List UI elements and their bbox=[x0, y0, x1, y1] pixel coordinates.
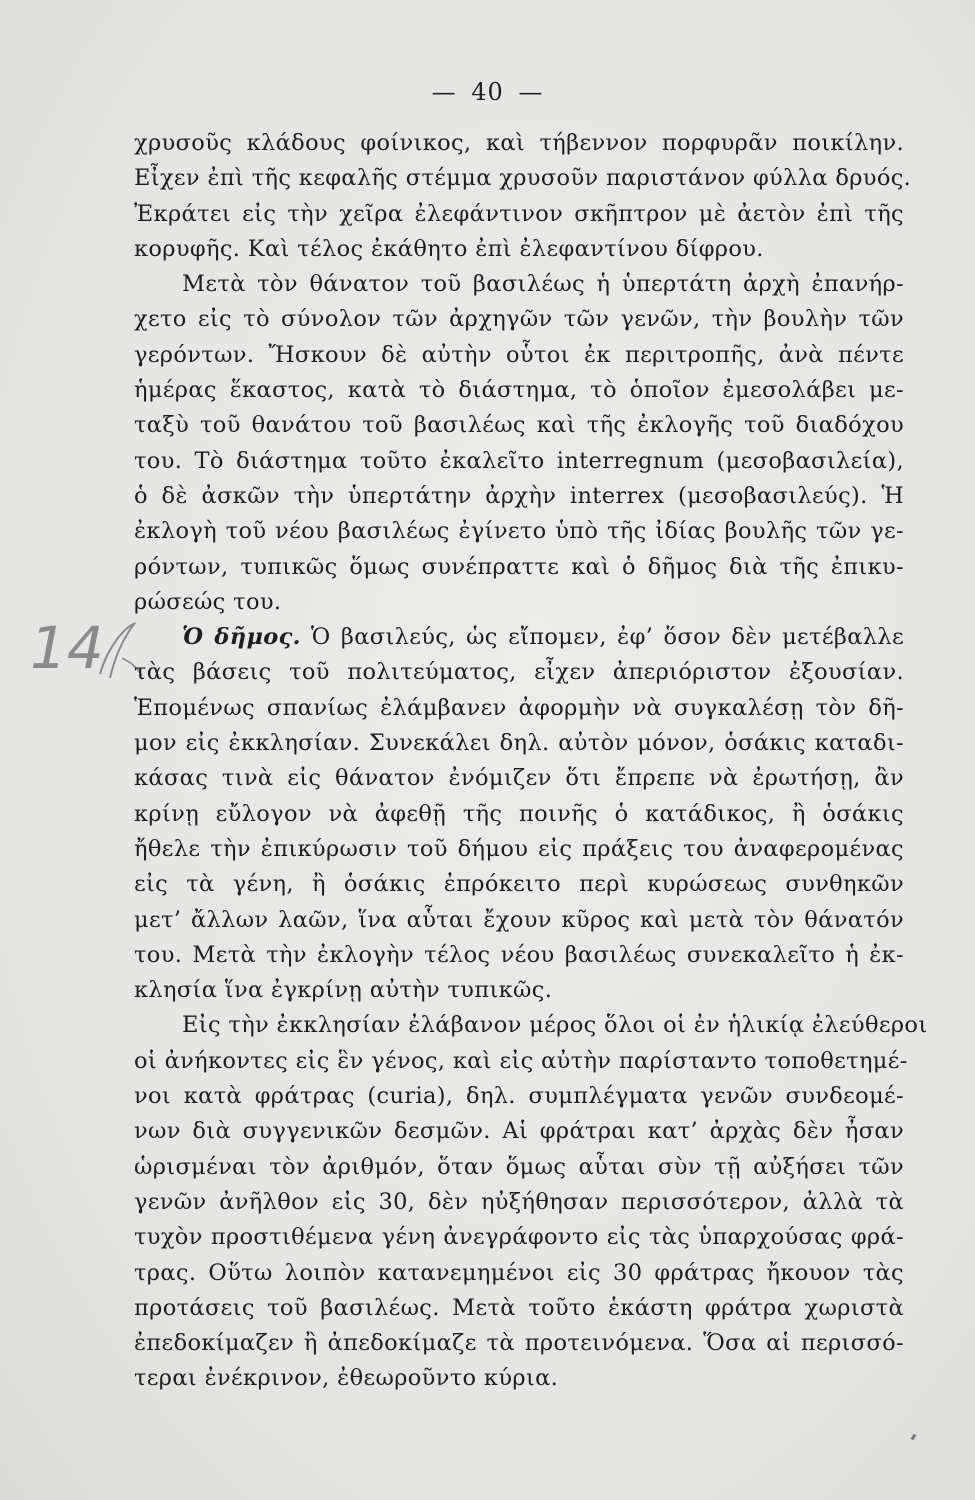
text-line: μον εἰς ἐκκλησίαν. Συνεκάλει δηλ. αὐτὸν μόνον, ὁσάκις καταδι- bbox=[134, 730, 904, 757]
text-line: χετο εἰς τὸ σύνολον τῶν ἀρχηγῶν τῶν γενῶν, τὴν βουλὴν τῶν bbox=[134, 306, 904, 333]
text-line: χρυσοῦς κλάδους φοίνικος, καὶ τήβεννον πορφυρᾶν ποικίλην. bbox=[134, 130, 904, 156]
text-line: οἱ ἀνήκοντες εἰς ἓν γένος, καὶ εἰς αὐτὴν παρίσταντο τοποθετημέ- bbox=[134, 1047, 908, 1074]
text-line: Ἑπομένως σπανίως ἐλάμβανεν ἀφορμὴν νὰ συγκαλέσῃ τὸν δῆ- bbox=[134, 694, 904, 721]
text-line: μετ’ ἄλλων λαῶν, ἵνα αὗται ἔχουν κῦρος καὶ μετὰ τὸν θάνατόν bbox=[134, 906, 904, 933]
text-line: κορυφῆς. Καὶ τέλος ἐκάθητο ἐπὶ ἐλεφαντίνου δίφρου. bbox=[134, 235, 764, 262]
text-line: νοι κατὰ φράτρας (curia), δηλ. συμπλέγματα γενῶν συνδεομέ- bbox=[134, 1083, 904, 1110]
pencil-margin-note bbox=[30, 606, 150, 696]
text-line: τεραι ἐνέκρινον, ἐθεωροῦντο κύρια. bbox=[134, 1365, 559, 1392]
text-line: Ἐκράτει εἰς τὴν χεῖρα ἐλεφάντινον σκῆπτρον μὲ ἀετὸν ἐπὶ τῆς bbox=[134, 200, 904, 227]
text-line: κλησία ἵνα ἐγκρίνῃ αὐτὴν τυπικῶς. bbox=[134, 977, 553, 1004]
text-line: ρώσεώς του. bbox=[134, 588, 282, 615]
text-line: προτάσεις τοῦ βασιλέως. Μετὰ τοῦτο ἑκάστη φράτρα χωριστὰ bbox=[134, 1294, 904, 1321]
text-line: εἰς τὰ γένη, ἢ ὁσάκις ἐπρόκειτο περὶ κυρώσεως συνθηκῶν bbox=[134, 871, 904, 898]
text-line: ρόντων, τυπικῶς ὅμως συνέπραττε καὶ ὁ δῆμος διὰ τῆς ἐπικυ- bbox=[134, 553, 904, 580]
text-line: Μετὰ τὸν θάνατον τοῦ βασιλέως ἡ ὑπερτάτη ἀρχὴ ἐπανήρ- bbox=[182, 271, 904, 298]
text-line: γενῶν ἀνῆλθον εἰς 30, δὲν ηὐξήθησαν περισσότερον, ἀλλὰ τὰ bbox=[134, 1188, 904, 1215]
text-line: του. Τὸ διάστημα τοῦτο ἐκαλεῖτο interregnum (μεσοβασιλεία), bbox=[134, 447, 904, 474]
text-line: ὁ δὲ ἀσκῶν τὴν ὑπερτάτην ἀρχὴν interrex (μεσοβασιλεύς). Ἡ bbox=[134, 482, 904, 509]
text-line: κρίνῃ εὔλογον νὰ ἀφεθῇ τῆς ποινῆς ὁ κατάδικος, ἢ ὁσάκις bbox=[134, 800, 904, 827]
text-line: τρας. Οὕτω λοιπὸν κατανεμημένοι εἰς 30 φράτρας ἤκουον τὰς bbox=[134, 1259, 904, 1286]
text-line: ὡρισμέναι τὸν ἀριθμόν, ὅταν ὅμως αὗται σὺν τῇ αὐξήσει τῶν bbox=[134, 1153, 904, 1180]
text-line: κάσας τινὰ εἰς θάνατον ἐνόμιζεν ὅτι ἔπρεπε νὰ ἐρωτήσῃ, ἂν bbox=[134, 765, 904, 792]
page-number-value: 40 bbox=[471, 78, 504, 106]
text-line: γερόντων. Ἤσκουν δὲ αὐτὴν οὗτοι ἐκ περιτροπῆς, ἀνὰ πέντε bbox=[134, 341, 904, 368]
paper-speck bbox=[911, 1434, 917, 1441]
section-line-text: Ὁ βασιλεύς, ὡς εἴπομεν, ἐφ’ ὅσον δὲν μετέβαλλε bbox=[310, 624, 904, 651]
text-line: ἤθελε τὴν ἐπικύρωσιν τοῦ δήμου εἰς πράξεις του ἀναφερομένας bbox=[134, 835, 904, 862]
section-heading: Ὁ δῆμος. bbox=[182, 624, 301, 651]
text-line: ἐπεδοκίμαζεν ἢ ἀπεδοκίμαζε τὰ προτεινόμενα. Ὅσα αἱ περισσό- bbox=[134, 1330, 904, 1357]
page-number-dash-left: — bbox=[431, 78, 457, 106]
text-line: ἐκλογὴ τοῦ νέου βασιλέως ἐγίνετο ὑπὸ τῆς ἰδίας βουλῆς τῶν γε- bbox=[134, 518, 904, 545]
text-line: τυχὸν προστιθέμενα γένη ἀνεγράφοντο εἰς τὰς ὑπαρχούσας φρά- bbox=[134, 1224, 904, 1251]
text-line: του. Μετὰ τὴν ἐκλογὴν τέλος νέου βασιλέως συνεκαλεῖτο ἡ ἐκ- bbox=[134, 941, 904, 968]
margin-note-text: 14 bbox=[30, 614, 104, 682]
body-text bbox=[134, 126, 928, 1397]
page-number bbox=[0, 78, 975, 106]
text-line: Εἶχεν ἐπὶ τῆς κεφαλῆς στέμμα χρυσοῦν παριστάνον φύλλα δρυός. bbox=[134, 165, 912, 192]
text-line: Εἰς τὴν ἐκκλησίαν ἐλάβανον μέρος ὅλοι οἱ ἐν ἡλικίᾳ ἐλεύθεροι bbox=[182, 1012, 928, 1039]
text-line: ἡμέρας ἕκαστος, κατὰ τὸ διάστημα, τὸ ὁποῖον ἐμεσολάβει με- bbox=[134, 377, 904, 404]
text-line: τὰς βάσεις τοῦ πολιτεύματος, εἶχεν ἀπεριόριστον ἐξουσίαν. bbox=[134, 659, 904, 686]
text-line: νων διὰ συγγενικῶν δεσμῶν. Αἱ φράτραι κατ’ ἀρχὰς δὲν ἦσαν bbox=[134, 1118, 904, 1145]
text-line-section bbox=[134, 620, 904, 655]
text-line: ταξὺ τοῦ θανάτου τοῦ βασιλέως καὶ τῆς ἐκλογῆς τοῦ διαδόχου bbox=[134, 412, 904, 439]
page-number-dash-right: — bbox=[518, 78, 544, 106]
